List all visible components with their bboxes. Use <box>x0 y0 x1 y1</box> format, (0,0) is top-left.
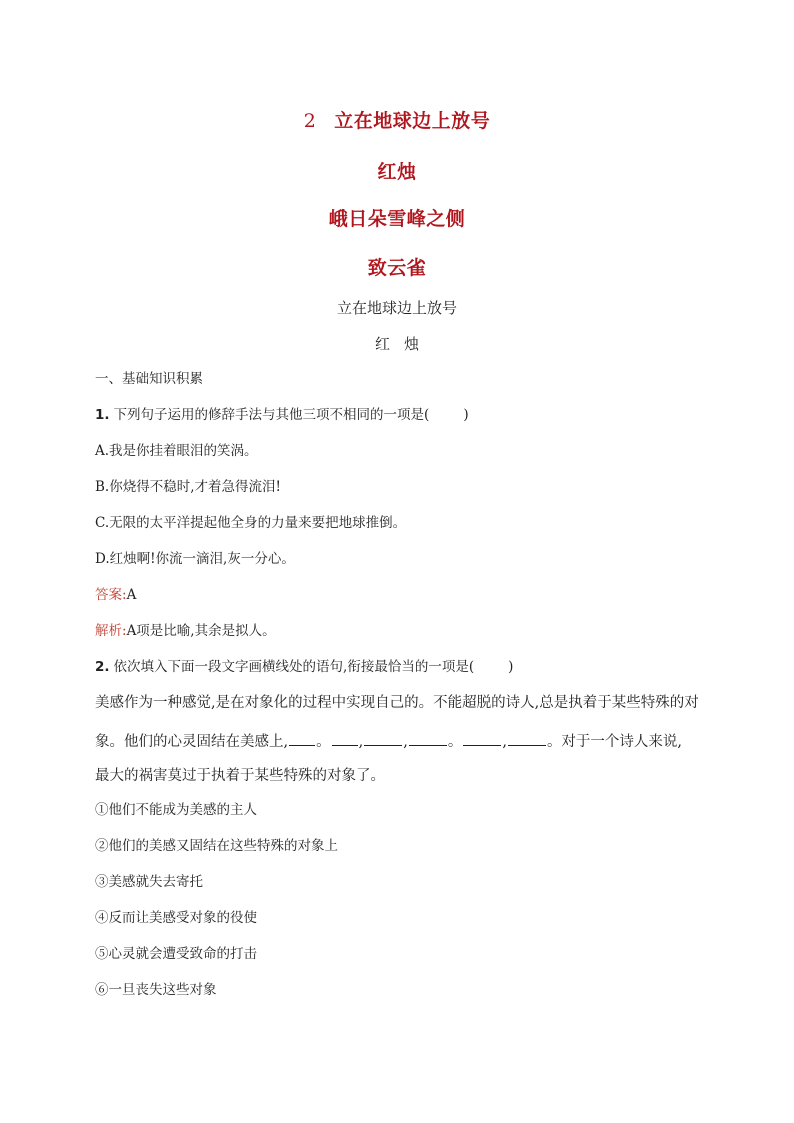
poem-title-zhiyunque: 致云雀 <box>367 257 427 279</box>
question-1-analysis <box>95 621 715 641</box>
fill-blank[interactable] <box>463 731 501 746</box>
question-2-option-1: ①他们不能成为美感的主人 <box>95 802 257 818</box>
question-2-option-4: ④反而让美感受对象的役使 <box>95 910 257 926</box>
lesson-title <box>0 106 794 133</box>
question-1-option-b: B.你烧得不稳时,才着急得流泪! <box>95 479 281 495</box>
fill-blank[interactable] <box>364 731 402 746</box>
section-heading: 一、基础知识积累 <box>95 371 203 387</box>
question-2-stem: 2. 依次填入下面一段文字画横线处的语句,衔接最恰当的一项是( ) <box>95 659 514 675</box>
question-1-answer <box>95 585 715 605</box>
subheading-poem-2: 红烛 <box>374 335 433 353</box>
lesson-title-text: 立在地球边上放号 <box>334 110 491 132</box>
question-2-option-3: ③美感就失去寄托 <box>95 874 203 890</box>
question-2-option-2: ②他们的美感又固结在这些特殊的对象上 <box>95 838 338 854</box>
fill-blank[interactable] <box>409 731 447 746</box>
analysis-text: A项是比喻,其余是拟人。 <box>126 623 276 639</box>
fill-blank[interactable] <box>289 731 315 746</box>
question-2-number: 2. <box>95 659 110 675</box>
question-1-option-d: D.红烛啊!你流一滴泪,灰一分心。 <box>95 551 295 567</box>
lesson-number: 2 <box>303 110 317 132</box>
question-2-passage-line-2: 象。他们的心灵固结在美感上, 。 , , 。 , 。对于一个诗人来说, <box>95 731 715 752</box>
question-1-option-c: C.无限的太平洋提起他全身的力量来要把地球推倒。 <box>95 515 407 531</box>
question-2-option-6: ⑥一旦丧失这些对象 <box>95 982 217 998</box>
question-1-option-a: A.我是你挂着眼泪的笑涡。 <box>95 443 258 459</box>
poem-title-hongzhu: 红烛 <box>377 161 417 183</box>
fill-blank[interactable] <box>332 731 358 746</box>
fill-blank[interactable] <box>508 731 546 746</box>
question-2-option-5: ⑤心灵就会遭受致命的打击 <box>95 946 257 962</box>
analysis-label: 解析: <box>95 623 127 639</box>
question-2-passage-line-1: 美感作为一种感觉,是在对象化的过程中实现自己的。不能超脱的诗人,总是执着于某些特殊的对 <box>95 695 699 711</box>
question-2-text: 依次填入下面一段文字画横线处的语句,衔接最恰当的一项是( <box>113 659 475 675</box>
question-2-passage-line-3: 最大的祸害莫过于执着于某些特殊的对象了。 <box>95 768 385 784</box>
answer-label: 答案: <box>95 587 127 603</box>
question-1-stem: 1. 下列句子运用的修辞手法与其他三项不相同的一项是( ) <box>95 407 469 423</box>
poem-title-eriduo: 峨日朵雪峰之侧 <box>328 208 466 230</box>
question-1-number: 1. <box>95 407 110 423</box>
answer-value: A <box>126 587 137 603</box>
question-1-text: 下列句子运用的修辞手法与其他三项不相同的一项是( <box>113 407 430 423</box>
subheading-poem-1: 立在地球边上放号 <box>336 299 457 317</box>
